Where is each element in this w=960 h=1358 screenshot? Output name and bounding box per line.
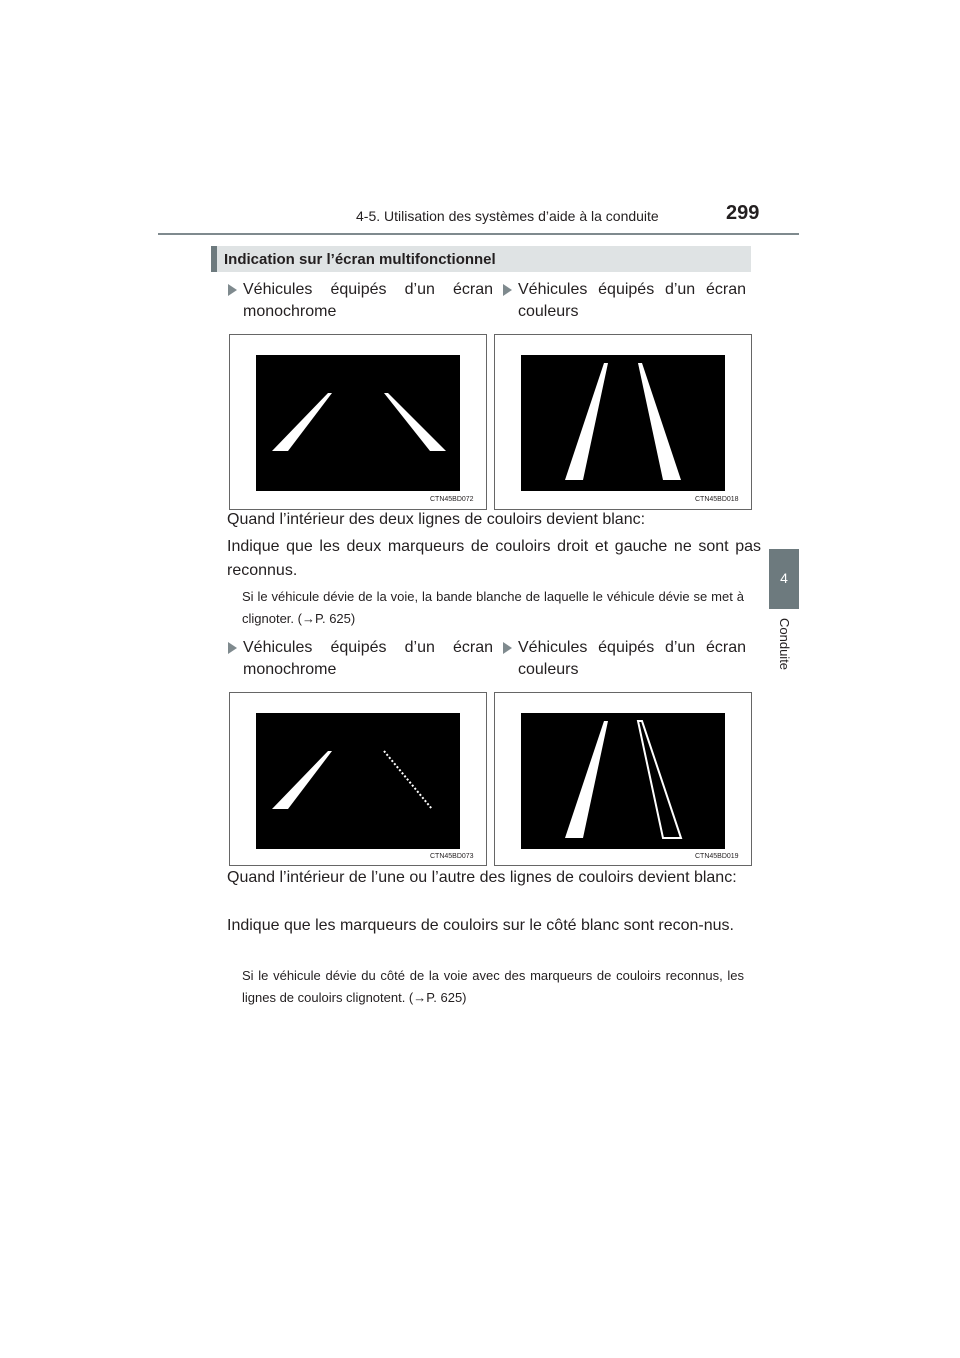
bullet-text: Véhicules équipés d’un écran couleurs — [518, 281, 746, 320]
chapter-tab-number: 4 — [780, 570, 788, 586]
right-lane-outline — [638, 721, 681, 838]
display-screen — [256, 713, 460, 849]
header-title: 4-5. Utilisation des systèmes d’aide à la conduite — [356, 208, 659, 224]
note-2: Si le véhicule dévie du côté de la voie avec des marqueurs de couloirs reconnus, les lignes de couloirs clignotent. (→P. 625) — [242, 968, 744, 1005]
figure-code: CTN45BD019 — [695, 853, 739, 860]
figure-code: CTN45BD072 — [430, 496, 474, 503]
lane-lines-graphic — [256, 713, 460, 849]
chapter-tab-label: Conduite — [777, 618, 792, 671]
left-lane-line — [565, 721, 608, 838]
right-lane-outline — [384, 751, 432, 809]
lane-lines-graphic — [256, 355, 460, 491]
bullet-monochrome-2 — [243, 637, 493, 681]
lane-lines-graphic — [521, 355, 725, 491]
bullet-monochrome-1 — [243, 279, 493, 323]
illustration-color-both-lanes — [494, 334, 752, 510]
right-lane-line — [384, 393, 446, 451]
left-lane-line — [565, 363, 608, 480]
figure-code: CTN45BD073 — [430, 853, 474, 860]
bullet-color-1 — [518, 279, 746, 323]
paragraph-meaning-2: Indique que les marqueurs de couloirs sur le côté blanc sont recon-nus. — [227, 917, 734, 934]
paragraph-condition-1: Quand l’intérieur des deux lignes de couloirs devient blanc: — [227, 511, 646, 528]
triangle-bullet-icon — [228, 642, 237, 654]
display-screen — [256, 355, 460, 491]
bullet-color-2 — [518, 637, 746, 681]
lane-lines-graphic — [521, 713, 725, 849]
left-lane-line — [272, 393, 332, 451]
bullet-text: Véhicules équipés d’un écran monochrome — [243, 281, 493, 320]
left-lane-line — [272, 751, 332, 809]
bullet-text: Véhicules équipés d’un écran monochrome — [243, 639, 493, 678]
illustration-monochrome-one-lane — [229, 692, 487, 866]
triangle-bullet-icon — [228, 284, 237, 296]
paragraph-condition-2: Quand l’intérieur de l’une ou l’autre des lignes de couloirs devient blanc: — [227, 869, 737, 886]
section-title: Indication sur l’écran multifonctionnel — [224, 251, 496, 268]
bullet-text: Véhicules équipés d’un écran couleurs — [518, 639, 746, 678]
paragraph-meaning-1: Indique que les deux marqueurs de couloirs droit et gauche ne sont pas reconnus. — [227, 538, 761, 579]
page-number: 299 — [726, 202, 760, 224]
right-lane-line — [638, 363, 681, 480]
display-screen — [521, 713, 725, 849]
display-screen — [521, 355, 725, 491]
header-rule — [158, 233, 799, 235]
illustration-monochrome-both-lanes — [229, 334, 487, 510]
figure-code: CTN45BD018 — [695, 496, 739, 503]
section-bar-accent — [211, 246, 217, 272]
triangle-bullet-icon — [503, 284, 512, 296]
note-1: Si le véhicule dévie de la voie, la bande blanche de laquelle le véhicule dévie se met à clignoter. (→P. 625) — [242, 589, 744, 626]
illustration-color-one-lane — [494, 692, 752, 866]
triangle-bullet-icon — [503, 642, 512, 654]
